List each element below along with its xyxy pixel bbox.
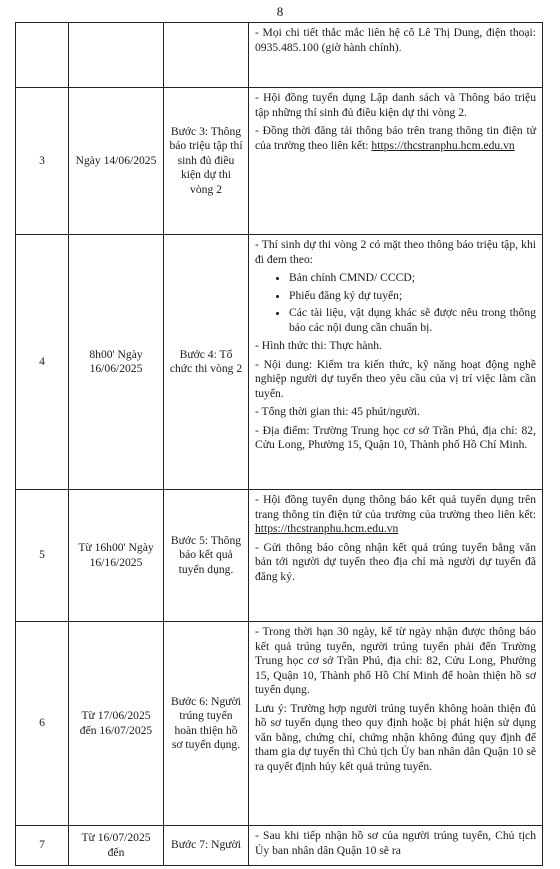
time-cell: Từ 16h00' Ngày 16/16/2025 bbox=[69, 490, 164, 622]
stt-cell: 6 bbox=[16, 622, 69, 826]
step-cell: Bước 5: Thông báo kết quả tuyển dụng. bbox=[164, 490, 249, 622]
content-cell bbox=[249, 490, 543, 622]
step-cell bbox=[164, 23, 249, 88]
list-item: • Bản chính CMND/ CCCD; bbox=[289, 271, 536, 286]
table-row bbox=[16, 490, 543, 622]
content-paragraph: - Thí sinh dự thi vòng 2 có mặt theo thông báo triệu tập, khi đi đem theo: bbox=[255, 238, 536, 266]
content-text: - Hội đồng tuyển dụng thông báo kết quả tuyển dụng trên trang thông tin điện tử của trường của trường theo liên kết: bbox=[255, 493, 536, 521]
content-paragraph: - Hội đồng tuyển dụng Lập danh sách và Thông báo triệu tập những thí sinh đủ điều kiện dự thi vòng 2. bbox=[255, 91, 536, 119]
stt-cell: 4 bbox=[16, 235, 69, 490]
list-item: • Các tài liệu, vật dụng khác sẽ được nêu trong thông báo các nội dung cần chuẩn bị. bbox=[289, 306, 536, 335]
content-cell bbox=[249, 826, 543, 866]
list-item: • Phiếu đăng ký dự tuyển; bbox=[289, 289, 536, 304]
content-paragraph: Lưu ý: Trường hợp người trúng tuyển không hoàn thiện đủ hồ sơ tuyển dụng theo quy định hoặc bị phát hiện sử dụng văn bằng, chứng chỉ, chứng nhận không đúng quy định để tham gia dự tuyển thì Chủ tịch Ủy ban nhân dân Quận 10 sẽ ra quyết định hủy kết quả trúng tuyển. bbox=[255, 701, 536, 773]
website-link[interactable]: https://thcstranphu.hcm.edu.vn bbox=[255, 522, 399, 535]
content-paragraph: - Nội dung: Kiểm tra kiến thức, kỹ năng hoạt động nghề nghiệp người dự tuyển theo yêu cầu của vị trí việc làm cần tuyển. bbox=[255, 357, 536, 400]
required-documents-list bbox=[255, 271, 536, 335]
content-paragraph: - Sau khi tiếp nhận hồ sơ của người trúng tuyển, Chủ tịch Ủy ban nhân dân Quận 10 sẽ ra bbox=[255, 829, 536, 857]
time-cell: Từ 17/06/2025 đến 16/07/2025 bbox=[69, 622, 164, 826]
table-row bbox=[16, 88, 543, 235]
stt-cell bbox=[16, 23, 69, 88]
content-paragraph: - Hình thức thi: Thực hành. bbox=[255, 339, 382, 352]
content-paragraph bbox=[255, 493, 536, 537]
recruitment-schedule-table bbox=[15, 22, 543, 866]
table-row bbox=[16, 826, 543, 866]
step-cell: Bước 6: Người trúng tuyển hoàn thiện hồ sơ tuyển dụng. bbox=[164, 622, 249, 826]
website-link[interactable]: https://thcstranphu.hcm.edu.vn bbox=[371, 138, 515, 152]
time-cell: Ngày 14/06/2025 bbox=[69, 88, 164, 235]
time-cell: 8h00' Ngày 16/06/2025 bbox=[69, 235, 164, 490]
time-cell bbox=[69, 23, 164, 88]
content-text: - Đồng thời đăng tải thông báo trên trang thông tin điện tử của trường theo liên kết: bbox=[255, 124, 536, 152]
content-cell bbox=[249, 88, 543, 235]
content-paragraph bbox=[255, 124, 536, 153]
table-row bbox=[16, 622, 543, 826]
step-cell: Bước 3: Thông báo triệu tập thí sinh đủ điều kiện dự thi vòng 2 bbox=[164, 88, 249, 235]
step-cell: Bước 7: Người bbox=[164, 826, 249, 866]
content-cell bbox=[249, 622, 543, 826]
page-number: 8 bbox=[276, 4, 284, 19]
content-paragraph: - Trong thời hạn 30 ngày, kể từ ngày nhận được thông báo kết quả trúng tuyển, người trúng tuyển phải đến Trường Trung học cơ sở Trần Phú, địa chỉ: 82, Cửu Long, Phường 15, Quận 10, Thành phố Hồ Chí Minh để hoàn thiện hồ sơ tuyển dụng. bbox=[255, 625, 536, 696]
content-cell bbox=[249, 23, 543, 88]
content-paragraph: - Địa điểm: Trường Trung học cơ sở Trần Phú, địa chỉ: 82, Cửu Long, Phường 15, Quận 10, Thành phố Hồ Chí Minh. bbox=[255, 423, 536, 451]
time-cell: Từ 16/07/2025 đến bbox=[69, 826, 164, 866]
stt-cell: 3 bbox=[16, 88, 69, 235]
stt-cell: 7 bbox=[16, 826, 69, 866]
content-paragraph: - Mọi chi tiết thắc mắc liên hệ cô Lê Thị Dung, điện thoại: 0935.485.100 (giờ hành chính). bbox=[255, 26, 536, 54]
content-paragraph: - Gửi thông báo công nhận kết quả trúng tuyển bằng văn bản tới người dự tuyển theo địa chỉ mà người dự tuyển đã đăng ký. bbox=[255, 540, 536, 583]
table-row bbox=[16, 23, 543, 88]
table-row bbox=[16, 235, 543, 490]
content-cell bbox=[249, 235, 543, 490]
content-paragraph: - Tổng thời gian thi: 45 phút/người. bbox=[255, 405, 420, 418]
stt-cell: 5 bbox=[16, 490, 69, 622]
step-cell: Bước 4: Tổ chức thi vòng 2 bbox=[164, 235, 249, 490]
